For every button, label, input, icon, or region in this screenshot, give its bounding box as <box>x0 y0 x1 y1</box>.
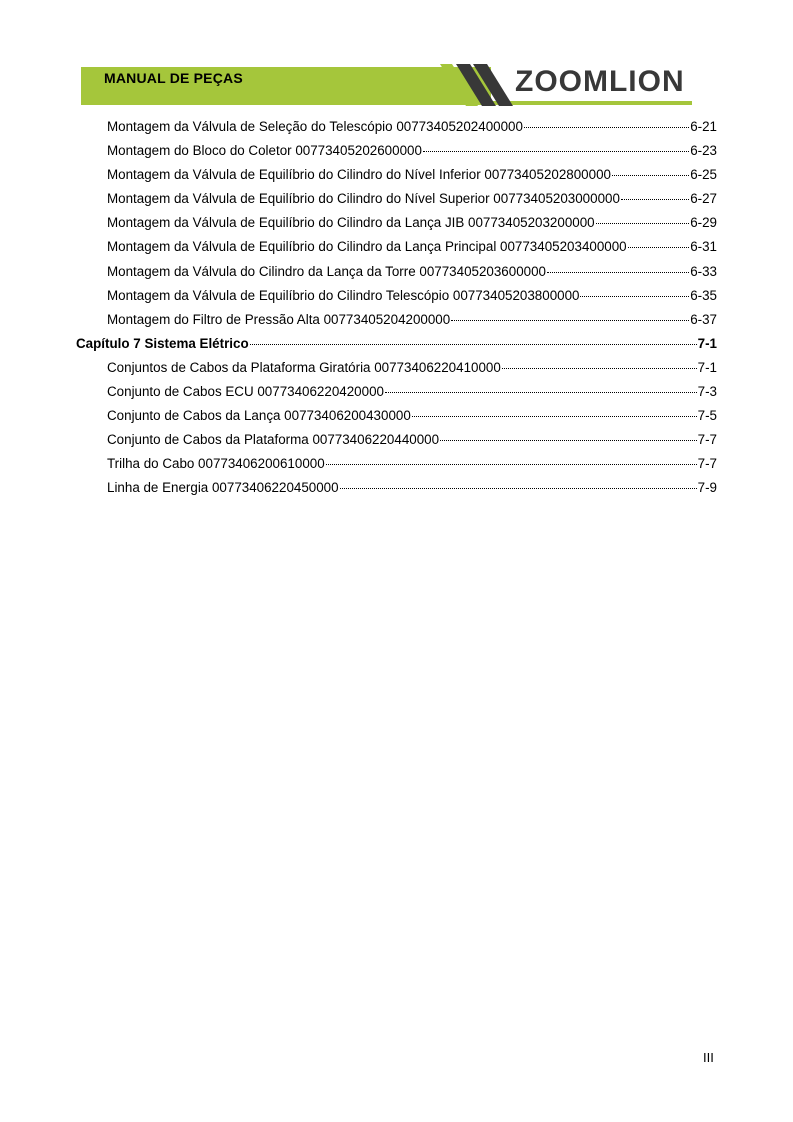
toc-entry-page: 6-35 <box>690 287 717 303</box>
page-number: III <box>703 1050 714 1065</box>
toc-entry-page: 6-37 <box>690 311 717 327</box>
toc-chapter-entry[interactable] <box>76 336 717 360</box>
dot-leader <box>440 440 697 441</box>
manual-title: MANUAL DE PEÇAS <box>104 70 243 86</box>
zoomlion-logo-icon <box>440 64 520 106</box>
toc-entry-title: Montagem da Válvula de Equilíbrio do Cilindro do Nível Superior 00773405203000000 <box>107 191 620 207</box>
toc-entry-title: Montagem da Válvula de Equilíbrio do Cilindro da Lança Principal 00773405203400000 <box>107 239 627 255</box>
toc-entry-title: Trilha do Cabo 00773406200610000 <box>107 456 325 472</box>
dot-leader <box>451 320 689 321</box>
toc-entry-page: 7-1 <box>697 359 717 375</box>
brand-wordmark: ZOOMLION <box>515 65 685 98</box>
toc-entry[interactable] <box>76 312 717 336</box>
toc-entry-page: 7-9 <box>697 480 717 496</box>
toc-entry-title: Montagem do Filtro de Pressão Alta 00773405204200000 <box>107 311 451 327</box>
toc-entry-page: 6-27 <box>690 191 717 207</box>
toc-entry-title: Capítulo 7 Sistema Elétrico <box>76 335 249 351</box>
header-accent-line <box>81 101 692 105</box>
toc-entry-page: 6-21 <box>690 119 717 134</box>
dot-leader <box>412 416 697 417</box>
toc-entry[interactable] <box>76 191 717 215</box>
toc-entry-page: 7-5 <box>697 408 717 424</box>
toc-entry[interactable] <box>76 384 717 408</box>
dot-leader <box>628 247 690 248</box>
toc-entry-page: 6-23 <box>690 143 717 159</box>
dot-leader <box>621 199 689 200</box>
dot-leader <box>423 151 689 152</box>
toc-entry-title: Conjunto de Cabos da Plataforma 00773406220440000 <box>107 432 440 448</box>
dot-leader <box>612 175 689 176</box>
dot-leader <box>385 392 697 393</box>
toc-entry[interactable] <box>76 143 717 167</box>
dot-leader <box>580 296 689 297</box>
toc-entry-page: 6-31 <box>690 239 717 255</box>
toc-entry-title: Conjuntos de Cabos da Plataforma Giratória 00773406220410000 <box>107 359 501 375</box>
dot-leader <box>502 368 697 369</box>
toc-entry-title: Conjunto de Cabos da Lança 00773406200430000 <box>107 408 411 424</box>
toc-entry-page: 6-33 <box>690 263 717 279</box>
dot-leader <box>250 344 697 345</box>
toc-entry[interactable] <box>76 167 717 191</box>
toc-entry[interactable] <box>76 456 717 480</box>
dot-leader <box>524 127 689 128</box>
dot-leader <box>596 223 690 224</box>
toc-entry[interactable] <box>76 480 717 504</box>
toc-entry-title: Linha de Energia 00773406220450000 <box>107 480 339 496</box>
toc-entry-page: 7-3 <box>697 384 717 400</box>
toc-entry[interactable] <box>76 432 717 456</box>
dot-leader <box>340 488 697 489</box>
toc-entry-page: 7-7 <box>697 432 717 448</box>
table-of-contents <box>76 119 717 505</box>
toc-entry[interactable] <box>76 288 717 312</box>
toc-entry[interactable] <box>76 360 717 384</box>
toc-entry-page: 7-7 <box>697 456 717 472</box>
toc-entry[interactable] <box>76 408 717 432</box>
toc-entry[interactable] <box>76 119 717 143</box>
toc-entry[interactable] <box>76 215 717 239</box>
toc-entry-title: Montagem da Válvula de Equilíbrio do Cilindro Telescópio 00773405203800000 <box>107 287 580 303</box>
toc-entry-title: Conjunto de Cabos ECU 00773406220420000 <box>107 384 384 400</box>
toc-entry-title: Montagem da Válvula de Equilíbrio do Cilindro da Lança JIB 00773405203200000 <box>107 215 595 231</box>
toc-entry-title: Montagem da Válvula de Seleção do Telescópio 00773405202400000 <box>107 119 523 134</box>
toc-entry-title: Montagem da Válvula do Cilindro da Lança da Torre 00773405203600000 <box>107 263 546 279</box>
toc-entry-title: Montagem da Válvula de Equilíbrio do Cilindro do Nível Inferior 00773405202800000 <box>107 167 611 183</box>
toc-entry-page: 6-25 <box>690 167 717 183</box>
toc-entry-title: Montagem do Bloco do Coletor 00773405202600000 <box>107 143 422 159</box>
toc-entry[interactable] <box>76 264 717 288</box>
dot-leader <box>547 272 689 273</box>
toc-entry[interactable] <box>76 239 717 263</box>
dot-leader <box>326 464 697 465</box>
page-header <box>0 0 793 110</box>
toc-entry-page: 7-1 <box>697 335 717 351</box>
toc-entry-page: 6-29 <box>690 215 717 231</box>
